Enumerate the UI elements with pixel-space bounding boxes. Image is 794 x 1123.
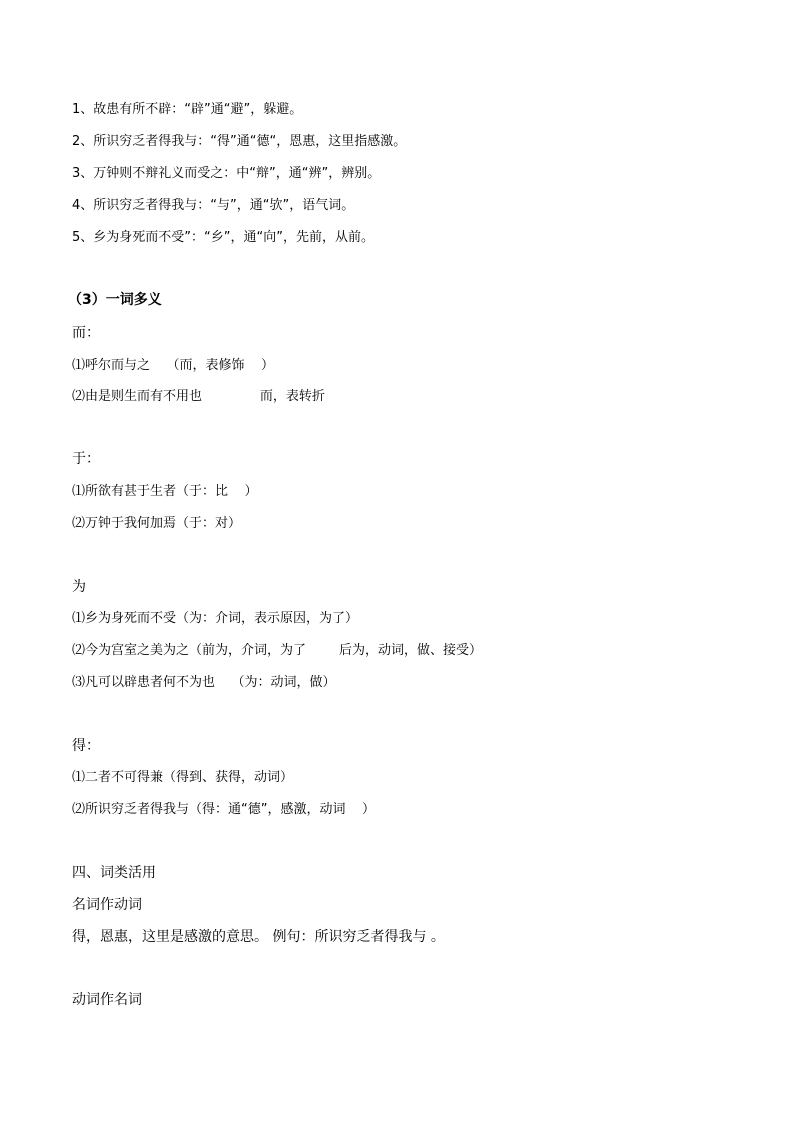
word-de-item-2: ⑵所识穷乏者得我与（得：通“德”，感激，动词 ）: [72, 802, 375, 817]
word-yu-item-1: ⑴所欲有甚于生者（于：比 ）: [72, 484, 258, 499]
word-wei-item-2: ⑵今为宫室之美为之（前为，介词，为了 后为，动词，做、接受）: [72, 643, 483, 658]
subheading-verb-as-noun: 动词作名词: [72, 992, 142, 1008]
word-head-yu: 于：: [72, 451, 100, 467]
word-er-item-1: ⑴呼尔而与之 （而，表修饰 ）: [72, 358, 275, 373]
example-line: 得，恩惠，这里是感激的意思。 例句：所识穷乏者得我与 。: [72, 929, 445, 945]
subheading-noun-as-verb: 名词作动词: [72, 897, 142, 913]
word-head-er: 而：: [72, 325, 100, 341]
section-heading-cilei: 四、词类活用: [72, 865, 156, 881]
word-de-item-1: ⑴二者不可得兼（得到、获得，动词）: [72, 770, 294, 785]
word-wei-item-3: ⑶凡可以辟患者何不为也 （为：动词，做）: [72, 675, 336, 690]
word-er-item-2: ⑵由是则生而有不用也 而，表转折: [72, 389, 325, 404]
tongjia-item-3: 3、万钟则不辩礼义而受之：中“辩”，通“辨”，辨别。: [72, 166, 381, 181]
word-yu-item-2: ⑵万钟于我何加焉（于：对）: [72, 516, 242, 531]
word-head-wei: 为: [72, 579, 86, 595]
tongjia-item-2: 2、所识穷乏者得我与：“得”通“德“，恩惠，这里指感激。: [72, 134, 407, 149]
word-wei-item-1: ⑴乡为身死而不受（为：介词，表示原因，为了）: [72, 611, 359, 626]
section-heading-yiduo: （3）一词多义: [68, 292, 162, 308]
tongjia-item-5: 5、乡为身死而不受”：“乡”，通“向”，先前，从前。: [72, 230, 374, 245]
tongjia-item-4: 4、所识穷乏者得我与：“与”，通“欤”，语气词。: [72, 198, 355, 213]
tongjia-item-1: 1、故患有所不辟：“辟”通“避”，躲避。: [72, 102, 303, 117]
word-head-de: 得：: [72, 738, 100, 754]
